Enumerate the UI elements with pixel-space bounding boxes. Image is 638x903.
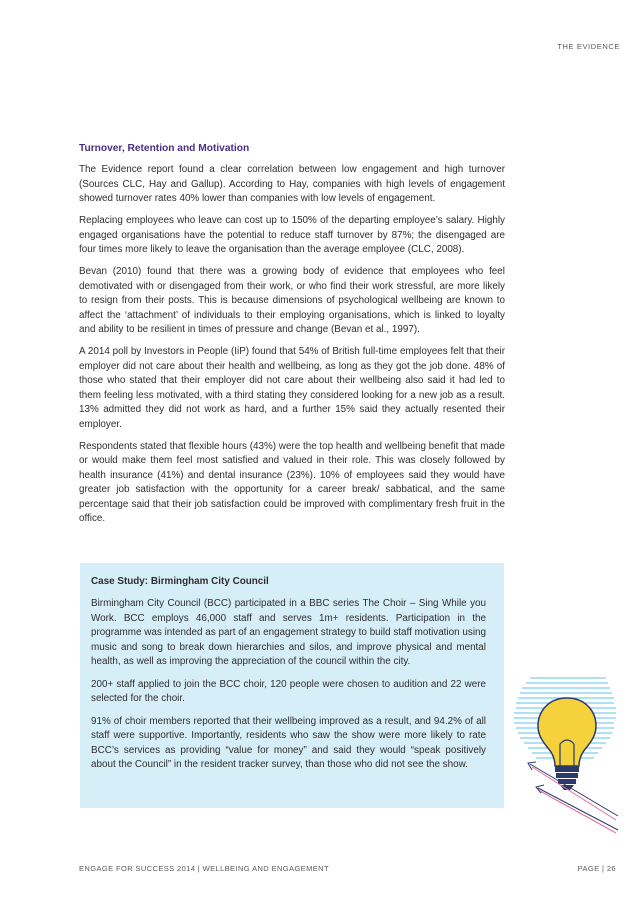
article-paragraph: The Evidence report found a clear correlation between low engagement and high turnover (Sources CLC, Hay and Gallup). According to Hay, companies with high levels of engagement showed turnover rates 40% lower than companies with low levels of engagement.: [79, 164, 505, 204]
article-paragraph: Replacing employees who leave can cost up to 150% of the departing employee’s salary. Highly engaged organisations have the potential to reduce staff turnover by 87%; the disengaged are four times more likely to leave the organisation than the average employee (CLC, 2008).: [79, 215, 505, 255]
article-paragraph: Respondents stated that flexible hours (43%) were the top health and wellbeing benefit that made or would make them feel most satisfied and valued in their role. This was closely followed by health insurance (41%) and dental insurance (23%). 10% of employees said they would have greater job satisfaction with the opportunity for a career break/ sabbatical, and the same percentage said that their job satisfaction could be improved with complimentary fresh fruit in the office.: [79, 440, 505, 524]
arrow-decoration: [528, 762, 618, 830]
bulb-glass: [538, 698, 596, 766]
article: [79, 143, 505, 534]
case-study-box: [80, 563, 504, 808]
article-paragraph: A 2014 poll by Investors in People (IiP) found that 54% of British full-time employees felt that their employer did not care about their health and wellbeing, as long as they got the job done. 48% of those who stated that their employer did not care about their wellbeing also said it had led to them feeling less motivated, with a third stating they considered looking for a new job as a result. 13% admitted they did not work as hard, and a further 15% said they actually resented their employer.: [79, 346, 505, 430]
case-study-paragraph: 200+ staff applied to join the BCC choir, 120 people were chosen to audition and 22 were selected for the choir.: [91, 678, 486, 704]
case-study-title: Case Study: Birmingham City Council: [91, 576, 269, 587]
article-paragraph: Bevan (2010) found that there was a growing body of evidence that employees who feel demotivated with or disengaged from their work, or who find their work stressful, are more likely to resign from their posts. This is because dimensions of psychological wellbeing are known to affect the ‘attachment’ of individuals to their employing organisations, which is linked to loyalty and ability to be resilient in times of pressure and change (Bevan et al., 1997).: [79, 266, 505, 335]
section-title: Turnover, Retention and Motivation: [79, 143, 250, 154]
bulb-base: [555, 766, 579, 772]
page-number: PAGE | 26: [577, 864, 616, 873]
footer-publication: ENGAGE FOR SUCCESS 2014 | WELLBEING AND ENGAGEMENT: [79, 864, 329, 873]
case-study-paragraph: 91% of choir members reported that their wellbeing improved as a result, and 94.2% of all staff were supportive. Importantly, residents who saw the show were more likely to rate BCC’s services as providing “value for money” and said they would “speak positively about the Council” in the resident tracker survey, than those who did not see the show.: [91, 715, 486, 770]
bulb-base: [556, 773, 578, 778]
lightbulb-icon: [510, 670, 622, 840]
bulb-base: [558, 779, 576, 784]
case-study-paragraph: Birmingham City Council (BCC) participated in a BBC series The Choir – Sing While you Work. BCC employs 46,000 staff and serves 1m+ residents. Participation in the programme was intended as part of an engagement strategy to build staff motivation using music and song to break down hierarchies and silos, and improve physical and mental health, as well as improving the appreciation of the council within the city.: [91, 598, 486, 667]
section-tag: THE EVIDENCE: [557, 42, 620, 51]
